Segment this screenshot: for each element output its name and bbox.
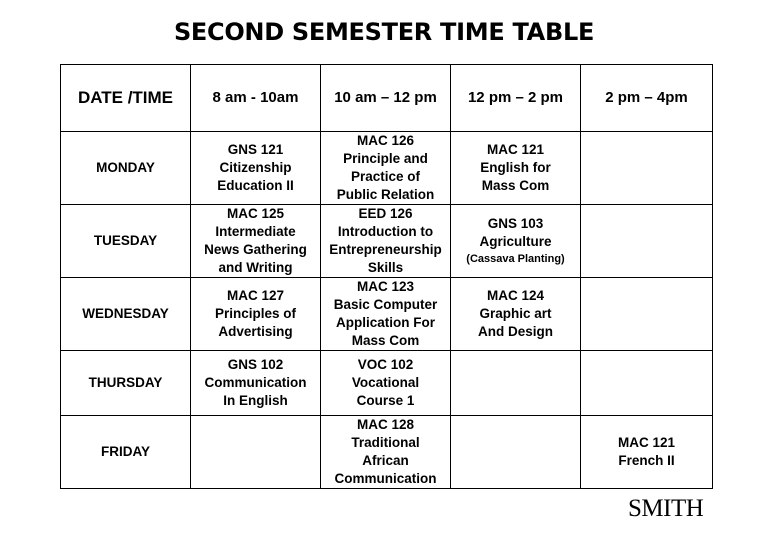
course-cell (191, 205, 321, 278)
page-title: SECOND SEMESTER TIME TABLE (173, 18, 595, 46)
course-title-line: Course 1 (356, 393, 415, 408)
table-row (61, 132, 713, 205)
course-title-line: Traditional (351, 435, 420, 450)
empty-cell (581, 132, 713, 205)
course-code: VOC 102 (357, 357, 414, 372)
course-title-line: Principle and (343, 151, 428, 166)
table-row (61, 205, 713, 278)
course-title-line: Education II (217, 178, 294, 193)
course-title-line: Mass Com (351, 333, 420, 348)
course-cell (451, 132, 581, 205)
course-title-line: News Gathering (204, 242, 307, 257)
course-cell (191, 278, 321, 351)
course-code: MAC 128 (356, 417, 415, 432)
course-title-line: Vocational (351, 375, 420, 390)
table-row (61, 278, 713, 351)
course-title-line: Agriculture (479, 234, 552, 249)
empty-cell (581, 205, 713, 278)
course-cell (321, 278, 451, 351)
course-title-line: And Design (477, 324, 553, 339)
table-row (61, 351, 713, 416)
course-code: MAC 125 (226, 206, 285, 221)
course-title-line: Mass Com (481, 178, 550, 193)
course-title-line: Intermediate (215, 224, 296, 239)
day-label: TUESDAY (61, 205, 191, 278)
course-code: GNS 103 (487, 216, 544, 231)
course-cell (191, 351, 321, 416)
table-row (61, 416, 713, 489)
day-label: FRIDAY (61, 416, 191, 489)
header-slot-1: 8 am - 10am (191, 65, 321, 132)
course-title-line: Introduction to (337, 224, 434, 239)
course-title-line: Principles of (214, 306, 297, 321)
course-title-line: Entrepreneurship (329, 242, 442, 257)
header-slot-3: 12 pm – 2 pm (451, 65, 581, 132)
course-title-line: In English (223, 393, 288, 408)
course-title-line: Skills (367, 260, 404, 275)
course-code: MAC 121 (486, 142, 545, 157)
timetable (60, 64, 713, 489)
course-cell (321, 416, 451, 489)
course-title-line: Citizenship (219, 160, 292, 175)
course-title-line: and Writing (218, 260, 293, 275)
day-label: MONDAY (61, 132, 191, 205)
course-title-line: Advertising (218, 324, 293, 339)
course-cell (321, 351, 451, 416)
course-title-line: English for (480, 160, 551, 175)
header-slot-2: 10 am – 12 pm (321, 65, 451, 132)
course-cell (451, 205, 581, 278)
course-code: EED 126 (358, 206, 413, 221)
course-title-line: Public Relation (336, 187, 435, 202)
course-code: GNS 102 (227, 357, 284, 372)
course-title-line: Basic Computer (333, 297, 438, 312)
header-slot-4: 2 pm – 4pm (581, 65, 713, 132)
course-code: MAC 123 (356, 279, 415, 294)
course-code: MAC 121 (617, 435, 676, 450)
course-note: (Cassava Planting) (466, 253, 565, 265)
course-code: MAC 126 (356, 133, 415, 148)
empty-cell (581, 351, 713, 416)
course-cell (321, 132, 451, 205)
course-title-line: Practice of (350, 169, 421, 184)
course-title-line: Application For (336, 315, 435, 330)
course-cell (581, 416, 713, 489)
course-cell (451, 278, 581, 351)
signature: SMITH (628, 495, 704, 522)
day-label: WEDNESDAY (61, 278, 191, 351)
empty-cell (581, 278, 713, 351)
empty-cell (451, 416, 581, 489)
empty-cell (191, 416, 321, 489)
course-cell (191, 132, 321, 205)
course-title-line: Communication (204, 375, 307, 390)
course-code: GNS 121 (227, 142, 284, 157)
course-cell (321, 205, 451, 278)
course-code: MAC 127 (226, 288, 285, 303)
day-label: THURSDAY (61, 351, 191, 416)
course-code: MAC 124 (486, 288, 545, 303)
course-title-line: African (362, 453, 409, 468)
header-date-time: DATE /TIME (61, 65, 191, 132)
course-title-line: French II (618, 453, 675, 468)
course-title-line: Graphic art (479, 306, 552, 321)
header-row (61, 65, 713, 132)
course-title-line: Communication (334, 471, 437, 486)
empty-cell (451, 351, 581, 416)
